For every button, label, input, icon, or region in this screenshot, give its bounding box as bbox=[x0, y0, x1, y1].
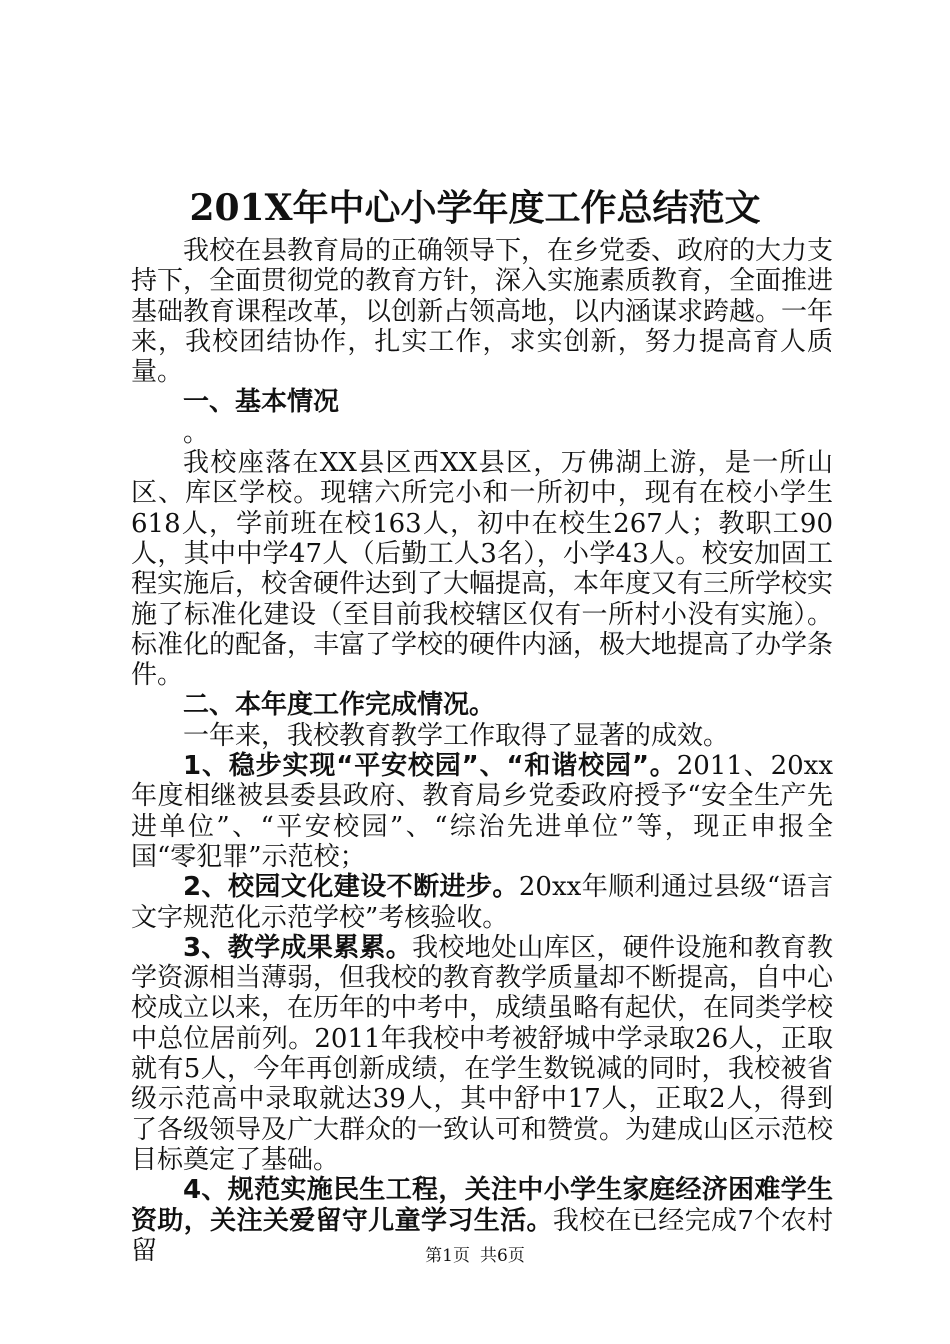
item4-lead: 4、规范实施民生工程，关注中小学生家庭经济困难学生资助，关注关爱留守儿童学习生活。 bbox=[131, 1175, 833, 1236]
document-title: 201X年中心小学年度工作总结范文 bbox=[189, 187, 761, 229]
section2-intro: 一年来，我校教育教学工作取得了显著的成效。 bbox=[183, 720, 730, 751]
section2-heading: 二、本年度工作完成情况。 bbox=[183, 690, 496, 721]
intro-paragraph: 我校在县教育局的正确领导下，在乡党委、政府的大力支持下，全面贯彻党的教育方针，深入实施素质教育，全面推进基础教育课程改革，以创新占领高地，以内涵谋求跨越。一年来，我校团结协作，扎实工作，求实创新，努力提高育人质量。 bbox=[131, 236, 834, 388]
item4-body: 我校在已经完成7个农村留 bbox=[131, 1205, 833, 1266]
section1-heading: 一、基本情况 bbox=[183, 387, 340, 418]
item1-body: 2011、20xx年度相继被县委县政府、教育局乡党委政府授予“安全生产先进单位”、“平安校园”、“综治先进单位”等，现正申报全国“零犯罪”示范校； bbox=[131, 751, 833, 872]
page-total: 共6页 bbox=[480, 1246, 525, 1266]
section1-mark: 。 bbox=[183, 417, 210, 448]
item1-paragraph bbox=[131, 751, 833, 872]
item3-lead: 3、教学成果累累。 bbox=[183, 932, 413, 963]
item2-paragraph bbox=[131, 872, 833, 933]
document-body bbox=[131, 236, 833, 1266]
item2-body: 20xx年顺利通过县级“语言文字规范化示范学校”考核验收。 bbox=[131, 872, 833, 933]
item3-body: 我校地处山库区，硬件设施和教育教学资源相当薄弱，但我校的教育教学质量却不断提高，自中心校成立以来，在历年的中考中，成绩虽略有起伏，在同类学校中总位居前列。2011年我校中考被舒城中学录取26人，正取就有5人，今年再创新成绩，在学生数锐减的同时，我校被省级示范高中录取就达39人，其中舒中17人，正取2人，得到了各级领导及广大群众的一致认可和赞赏。为建成山区示范校目标奠定了基础。 bbox=[131, 932, 834, 1175]
page-number: 第1页 bbox=[425, 1246, 470, 1266]
item2-lead: 2、校园文化建设不断进步。 bbox=[183, 872, 519, 903]
item3-paragraph bbox=[131, 933, 833, 1175]
section1-paragraph: 我校座落在XX县区西XX县区，万佛湖上游，是一所山区、库区学校。现辖六所完小和一所初中，现有在校小学生618人，学前班在校163人，初中在校生267人；教职工90人，其中中学47人（后勤工人3名），小学43人。校安加固工程实施后，校舍硬件达到了大幅提高，本年度又有三所学校实施了标准化建设（至目前我校辖区仅有一所村小没有实施）。标准化的配备，丰富了学校的硬件内涵，极大地提高了办学条件。 bbox=[131, 448, 834, 691]
item1-lead: 1、稳步实现“平安校园”、“和谐校园”。 bbox=[183, 751, 677, 782]
page-footer bbox=[0, 1245, 950, 1267]
